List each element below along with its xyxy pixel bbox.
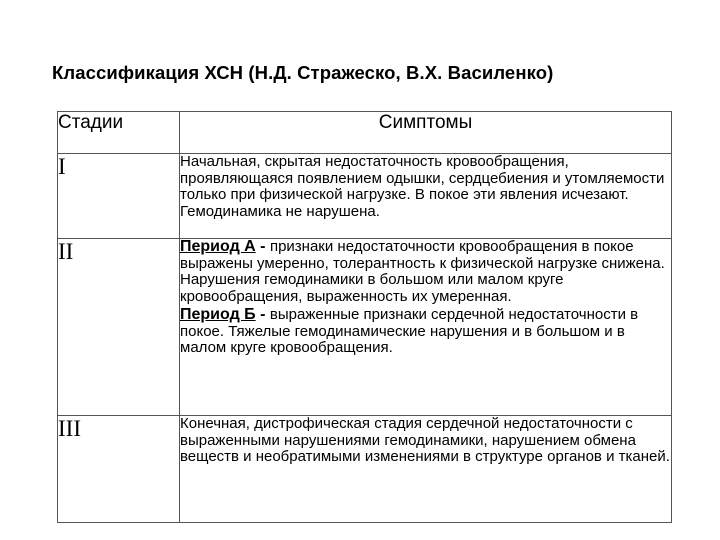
stage-cell: III (58, 416, 180, 523)
period-b-label: Период Б (180, 306, 256, 323)
stage-cell: II (58, 239, 180, 416)
stage-cell: I (58, 154, 180, 239)
period-a-block (180, 239, 671, 305)
table-row-stage-1 (58, 154, 672, 239)
period-b-text: выраженные признаки сердечной недостаточности в покое. Тяжелые гемодинамические нарушения и в большом и в малом круге кровообращения. (180, 306, 639, 356)
symptoms-cell: Начальная, скрытая недостаточность кровообращения, проявляющаяся появлением одышки, сердцебиения и утомляемости только при физической нагрузке. В покое эти явления исчезают. Гемодинамика не нарушена. (180, 154, 672, 239)
table-row-stage-3 (58, 416, 672, 523)
symptoms-cell (180, 239, 672, 416)
page-title: Классификация ХСН (Н.Д. Стражеско, В.Х. Василенко) (52, 62, 554, 83)
column-header-symptoms: Симптомы (180, 112, 672, 154)
period-a-label: Период А (180, 238, 256, 255)
classification-table (57, 111, 672, 523)
table-row-stage-2 (58, 239, 672, 416)
period-b-block (180, 307, 671, 357)
period-a-dash: - (255, 238, 270, 255)
period-a-text: признаки недостаточности кровообращения в покое выражены умеренно, толерантность к физической нагрузке снижена. Нарушения гемодинамики в большом или малом круге кровообращения, выраженность их умеренная. (180, 238, 665, 305)
table-header-row (58, 112, 672, 154)
symptoms-cell: Конечная, дистрофическая стадия сердечной недостаточности с выраженными нарушениями гемодинамики, нарушением обмена веществ и необратимыми изменениями в структуре органов и тканей. (180, 416, 672, 523)
column-header-stages: Стадии (58, 112, 180, 154)
period-b-dash: - (255, 306, 270, 323)
